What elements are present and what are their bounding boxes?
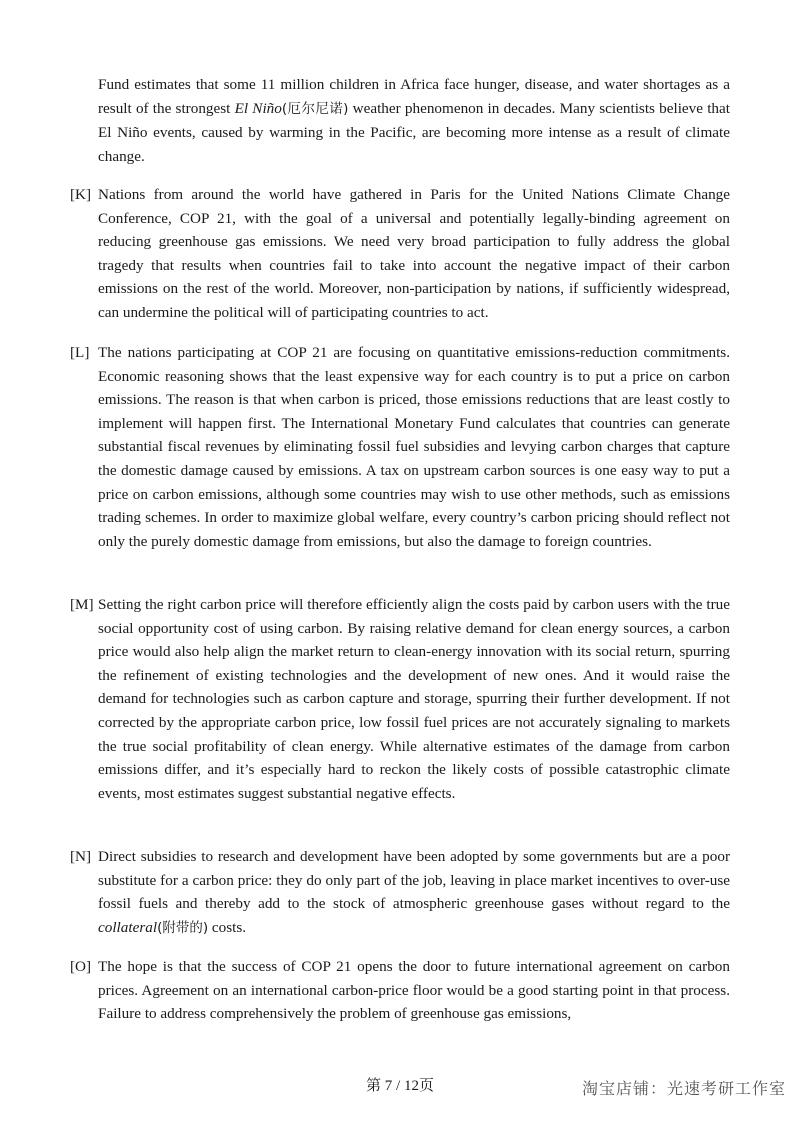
paragraph-n-gloss: (附带的)	[157, 919, 209, 936]
paragraph-k	[70, 183, 730, 325]
paragraph-n-italic-term: collateral	[98, 918, 158, 936]
paragraph-j-gloss: (厄尔尼诺)	[281, 100, 349, 117]
paragraph-m-text: Setting the right carbon price will therefore efficiently align the costs paid by carbon users with the true social opportunity cost of using carbon. By raising relative demand for clean energy sources, a carbon price would also help align the market return to clean-energy innovation with its social return, spurring the refinement of existing technologies and the development of new ones. And it would raise the demand for technologies such as carbon capture and storage, spurring their further development. If not corrected by the appropriate carbon price, low fossil fuel prices are not accurately signaling to markets the true social profitability of clean energy. While alternative estimates of the damage from carbon emissions differ, and it’s especially hard to reckon the likely costs of possible catastrophic climate events, most estimates suggest substantial negative effects.	[98, 596, 730, 802]
paragraph-n-label: [N]	[70, 848, 92, 865]
paragraph-m	[70, 593, 730, 805]
paragraph-n-text-before: Direct subsidies to research and development have been adopted by some governments but are a poor substitute for a carbon price: they do only part of the job, leaving in place market incentives to over-use fossil fuels and thereby add to the stock of atmospheric greenhouse gases without regard to the	[98, 848, 730, 913]
shop-watermark: 淘宝店铺：光速考研工作室	[581, 1079, 786, 1098]
paragraph-k-text: Nations from around the world have gathered in Paris for the United Nations Climate Change Conference, COP 21, with the goal of a universal and potentially legally-binding agreement on reducing greenhouse gas emissions. We need very broad participation to fully address the global tragedy that results when countries fail to take into account the negative impact of their carbon emissions on the rest of the world. Moreover, non-participation by nations, if sufficiently widespread, can undermine the political will of participating countries to act.	[98, 186, 730, 321]
paragraph-n	[70, 845, 730, 940]
paragraph-l-text: The nations participating at COP 21 are focusing on quantitative emissions-reduction commitments. Economic reasoning shows that the least expensive way for each country is to put a price on carbon emissions. The reason is that when carbon is priced, those emissions reductions that are least costly to implement will happen first. The International Monetary Fund calculates that countries can generate substantial fiscal revenues by eliminating fossil fuel subsidies and levying carbon charges that capture the domestic damage caused by emissions. A tax on upstream carbon sources is one easy way to put a price on carbon emissions, although some countries may wish to use other methods, such as emissions trading schemes. In order to maximize global welfare, every country’s carbon pricing should reflect not only the purely domestic damage from emissions, but also the damage to foreign countries.	[98, 344, 730, 550]
paragraph-o-label: [O]	[70, 958, 92, 975]
paragraph-k-label: [K]	[70, 186, 92, 203]
paragraph-n-text-after: costs.	[208, 918, 247, 936]
page-number: 第 7 / 12页	[366, 1078, 434, 1094]
paragraph-j-italic-term: El Niño	[234, 99, 282, 117]
paragraph-j-continuation	[98, 73, 730, 168]
paragraph-o	[70, 955, 730, 1026]
paragraph-l-label: [L]	[70, 344, 90, 361]
paragraph-j-text-after: weather phenomenon in decades. Many scientists believe that El Niño events, caused by warming in the Pacific, are becoming more intense as a result of climate change.	[98, 99, 730, 165]
paragraph-j-text-before: Fund estimates that some 11 million children in Africa face hunger, disease, and water shortages as a result of the strongest	[98, 76, 730, 117]
paragraph-o-text: The hope is that the success of COP 21 opens the door to future international agreement on carbon prices. Agreement on an international carbon-price floor would be a good starting point in that process. Failure to address comprehensively the problem of greenhouse gas emissions,	[98, 958, 730, 1023]
paragraph-m-label: [M]	[70, 596, 94, 613]
paragraph-l	[70, 341, 730, 553]
paragraph-n-body	[98, 845, 730, 940]
